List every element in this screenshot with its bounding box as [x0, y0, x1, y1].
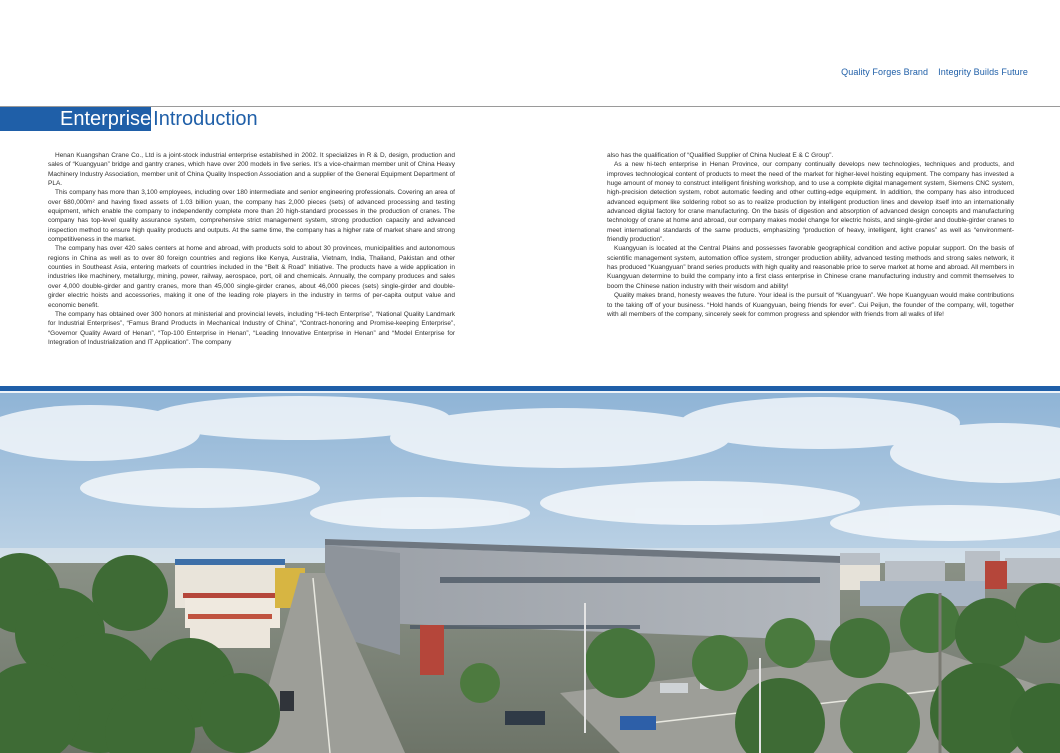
slogan-quality: Quality Forges Brand	[841, 67, 929, 77]
page-title	[60, 106, 258, 132]
left-text-column	[48, 151, 455, 347]
right-text-column	[607, 151, 1014, 319]
title-word-enterprise: Enterprise	[60, 108, 152, 130]
paragraph: Quality makes brand, honesty weaves the future. Your ideal is the pursuit of “Kuangyuan”. We hope Kuangyuan would make contributions to the taking off of your business. “Hold hands of Kuangyuan, being friends for ever”. Cui Peijun, the founder of the company, will, together with all members of the company, sincerely seek for common progress and splendor with friends from all walks of life!	[607, 292, 1014, 318]
paragraph: also has the qualification of “Qualified Supplier of China Nucleat E & C Group”.	[607, 152, 834, 159]
paragraph: As a new hi-tech enterprise in Henan Province, our company continually develops new technologies, techniques and products, and improves technological content of products to meet the need of the market for higher-level hoisting equipment. The company has invested a huge amount of money to construct intelligent finishing workshop, and to use a complete digital management system, Siemens CNC system, high-precision detection system, robot automatic feeding and other cutting-edge equipment. In addition, the company has also introduced advanced equipment like soldering robot so as to realize production by intelligent production lines and develop itself into an internationally advanced digital factory for crane manufacturing. On the basis of digestion and absorption of advanced design concepts and manufacturing technology of crane at home and abroad, our company makes model change for electric hoists, and single-girder and double-girder cranes to meet international standards of the same products, emphasizing “production of heavy, intelligent, light cranes” as well as “environment-friendly production”.	[607, 161, 1014, 244]
paragraph: The company has obtained over 300 honors at ministerial and provincial levels, including “Hi-tech Enterprise”, “National Quality Landmark for Industrial Enterprises”, “Famus Brand Products in Mechanical Industry of China”, “Contract-honoring and Promise-keeping Enterprise”, “Governor Quality Award of Henan”, “Top-100 Enterprise in Henan”, “Leading Innovative Enterprise in Henan” and “Model Enterprise for Integration of Industrialization and IT Application”. The company	[48, 310, 455, 346]
paragraph: Henan Kuangshan Crane Co., Ltd is a joint-stock industrial enterprise established in 2002. It specializes in R & D, design, production and sales of “Kuangyuan” bridge and gantry cranes, which have over 200 models in five series. It’s a vice-chairman member unit of China Heavy Machinery Industry Association, member unit of China Quality Inspection Association and a supplier of the General Equipment Department of PLA.	[48, 152, 455, 188]
title-word-introduction: Introduction	[153, 108, 258, 130]
paragraph: This company has more than 3,100 employees, including over 180 intermediate and senior engineering professionals. Covering an area of over 680,000m² and having fixed assets of 1.03 billion yuan, the company has 2,000 pieces (sets) of advanced processing and testing equipment, which enable the company to independently complete more than 20 high-standard processes in the production of cranes. The company has top-level quality assurance system, comprehensive strict management system, strong production capacity and advanced inspection method to ensure high quality products and outputs. At the same time, the company has a higher rate of market share and strong competitiveness in the market.	[48, 189, 455, 244]
paragraph: The company has over 420 sales centers at home and abroad, with products sold to about 30 provinces, municipalities and autonomous regions in China as well as to over 80 foreign countries and regions like Kenya, Australia, Vietnam, India, Thailand, Pakistan and other counties in Southeast Asia, entering markets of countries included in the “Belt & Road” Initiative. The products have a wide application in industries like machinery, metallurgy, mining, power, railway, aerospace, port, oil and chemicals. Annually, the company produces and sales over 4,000 double-girder and gantry cranes, more than 45,000 single-girder cranes, about 46,000 pieces (sets) single-girder and double-girder electric hoists and accessories, making it one of the leading role players in the industry in terms of per-capita output value and economic benefit.	[48, 245, 455, 309]
factory-illustration	[0, 393, 1060, 753]
header-slogan	[841, 67, 1028, 77]
factory-aerial-photo	[0, 393, 1060, 753]
slogan-integrity: Integrity Builds Future	[938, 67, 1028, 77]
paragraph: Kuangyuan is located at the Central Plains and possesses favorable geographical condition and active popular support. On the basis of scientific management system, automation office system, stronger production ability, advanced testing methods and strong sales network, it has produced “Kuangyuan” brand series products with high quality and reasonable price to serve market at home and abroad. All members in Kuangyuan determine to build the company into a first class enterprise in Chinese crane manufacturing industry and commit themselves to boom the Chinese nation industry with their wisdom and ability!	[607, 245, 1014, 290]
